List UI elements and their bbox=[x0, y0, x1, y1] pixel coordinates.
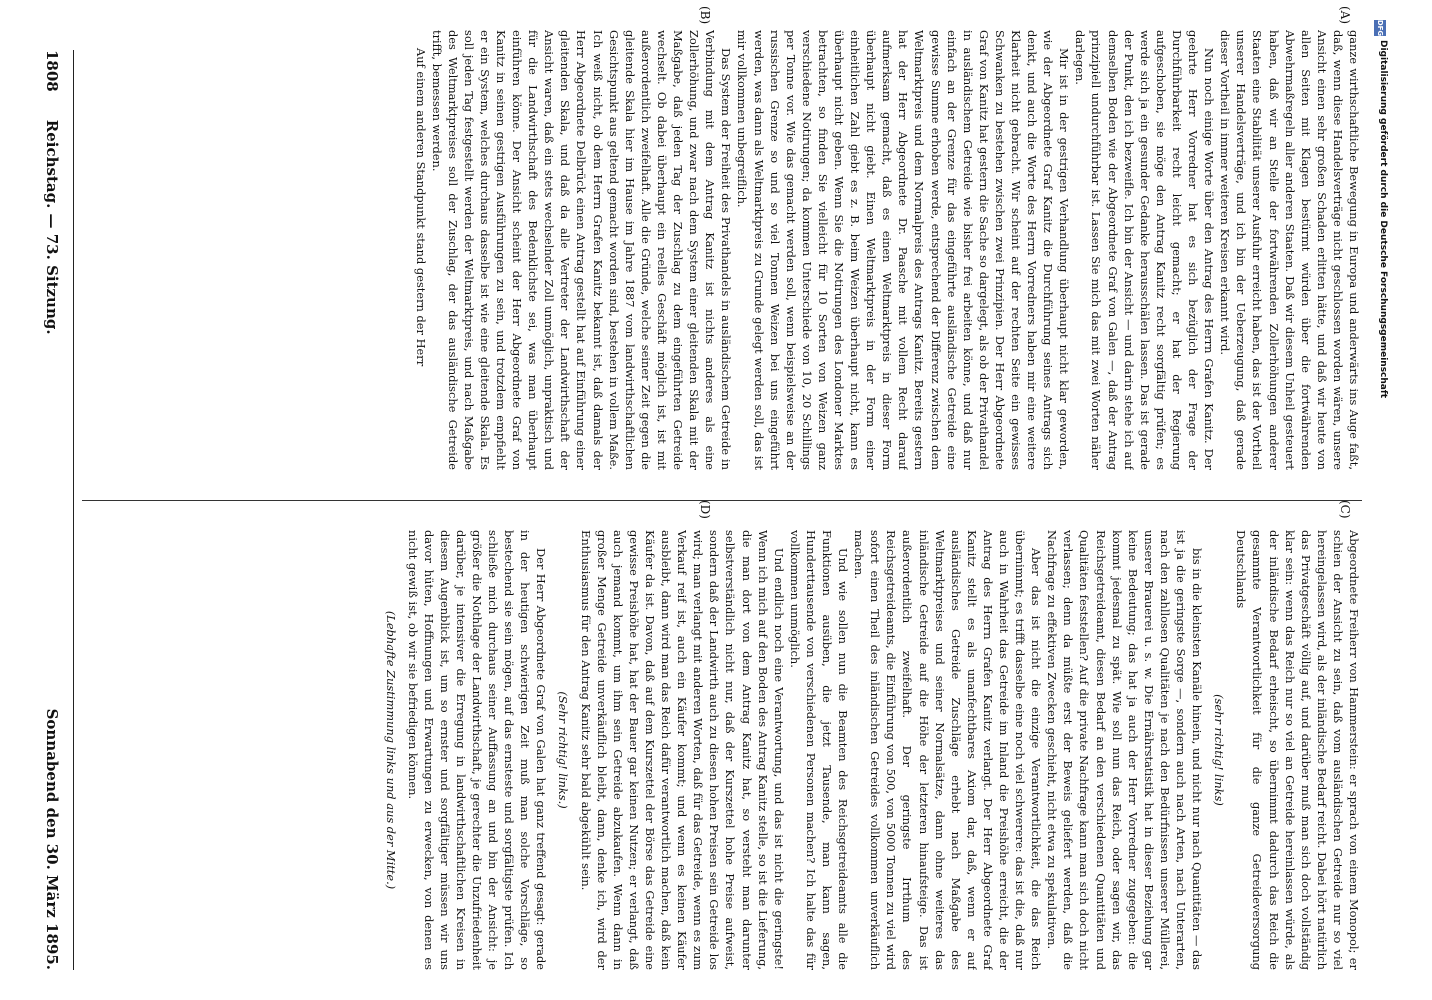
page-number: 1808 bbox=[43, 50, 61, 92]
left-column-paragraph: Nun noch einige Worte über den Antrag des Herrn Grafen Kanitz. Der geehrte Herr Vorredner hat es sich bezüglich der Frage der Durchführbarkeit recht leicht gemacht; er hat der Regierung aufgeschoben, sie möge den Antrag Kanitz recht sorgfältig prüfen; es werde sich ja ein gesunder Gedanke herausschälen lassen. Das ist gerade der Punkt, den ich bezweifle. Ich bin der Ansicht — und darin stehe ich auf demselben Boden wie der Abgeordnete Graf von Galen —, daß der Antrag prinzipiell undurchführbar ist. Lassen Sie mich das mit zwei Worten näher darlegen. bbox=[1073, 30, 1217, 470]
left-column-paragraph: Mir ist in der gestrigen Verhandlung überhaupt nicht klar geworden, wie der Abgeordnete Graf Kanitz die Durchführung seines Antrags sich denkt, und auch die Worte des Herrn Vorredners haben mir eine weitere Klarheit nicht gebracht. Wir scheint auf der rechten Seite ein gewisses Schwanken zu bestehen zwischen zwei Prinzipien. Der Herr Abgeordnete Graf von Kanitz hat gestern die Sache so dargelegt, als ob der Privathandel in ausländischem Getreide wie bisher frei arbeiten könne, und daß nur einfach an der Grenze für das eingeführte ausländische Getreide eine gewisse Summe erhoben werde, entsprechend der Differenz zwischen dem Weltmarktpreis und dem Normalpreis des Antrags Kanitz. Bereits gestern hat der Herr Abgeordnete Dr. Paasche mit vollem Recht darauf aufmerksam gemacht, daß es einen Weltmarktpreis in dieser Form überhaupt nicht giebt. Einen Weltmarktpreis in der Form einer einheitlichen Zahl giebt es z. B. beim Weizen überhaupt nicht, kann es überhaupt nicht geben. Wenn Sie die Notirungen des Londoner Marktes betrachten, so finden Sie vielleicht für 10 Sorten von Weizen ganz verschiedene Notirungen; da kommen Unterschiede von 10, 20 Schillings per Tonne vor. Wie das gemacht werden soll, wenn beispielsweise an der russischen Grenze so und so viel Tonnen Weizen bei uns eingeführt werden, was dann als Weltmarktpreis zu Grunde gelegt werden soll, das ist mir vollkommen unbegreiflich. bbox=[735, 30, 1072, 470]
left-text-column bbox=[82, 30, 1362, 470]
column-divider bbox=[82, 500, 1362, 501]
header-rule bbox=[73, 50, 74, 970]
right-column-paragraph: Abgeordnete Freiherr von Hammerstein: er sprach von einem Monopol; er schien der Ansicht zu sein, daß vom ausländischen Getreide nur so viel hereingelassen wird, als der inländische Bedarf reicht. Dabei hört natürlich das Privatgeschäft völlig auf, und darüber muß man sich doch vollständig klar sein: wenn das Reich nur so viel an Getreide hereinlassen würde, als der inländische Bedarf erheischt, so übernimmt dadurch das Reich die gesammte Verantwortlichkeit für die ganze Getreideversorgung Deutschlands bbox=[1234, 530, 1361, 970]
right-column-paragraph: (Lebhafte Zustimmung links und aus der Mitte.) bbox=[383, 610, 398, 890]
session-date: Sonnabend den 30. März 1895. bbox=[43, 708, 61, 970]
right-column-paragraph: Aber das ist nicht die einzige Verantwortlichkeit, die das Reich übernimmt; es trifft dasselbe eine noch viel schwerere: das ist die, daß nur auch in Wahrheit das Getreide im Inland die Preishöhe erreicht, die der Antrag des Herrn Grafen Kanitz verlangt. Der Herr Abgeordnete Graf Kanitz stellt es als unanfechtbares Axiom dar, daß, wenn er auf ausländisches Getreide Zuschläge erhebt nach Maßgabe des Weltmarktpreises und seiner Normalsätze, dann ohne weiteres das inländische Getreide auf die Höhe der letzteren hinaufsteige. Das ist außerordentlich zweifelhaft. Der geringste Irrthum des Reichsgetreideamts, die Einführung von 500, von 5000 Tonnen zu viel wird sofort einen Theil des inländischen Getreides vollkommen unverkäuflich machen. bbox=[852, 530, 1044, 970]
right-column-paragraph: Und endlich noch eine Verantwortung, und das ist nicht die geringste! Wenn ich mich auf den Boden des Antrag Kanitz stelle, so ist die Lieferung, die man dort von dem Antrag Kanitz hat, so versteht man darunter selbstverständlich nicht nur, daß der Kurszettel hohe Preise aufweist, sondern daß der Landwirth auch zu diesen hohen Preisen sein Getreide los wird; man verlangt mit anderen Worten, daß für das Getreide, wenn es zum Verkauf reif ist, auch ein Käufer kommt; und wenn es keinen Käufer ausbleibt, dann wird man das Reich dafür verantwortlich machen, daß kein Käufer da ist. Davon, daß auf dem Kurszettel der Börse das Getreide eine gewisse Preishöhe hat, hat der Bauer gar keinen Nutzen; er verlangt, daß auch jemand kommt, um ihm sein Getreide abzukaufen. Wenn dann in großer Menge Getreide unverkäuflich bleibt, dann, denke ich, wird der Enthusiasmus für den Antrag Kanitz sehr bald abgekühlt sein. bbox=[578, 530, 786, 970]
margin-mark-d: (D) bbox=[698, 500, 712, 519]
running-head bbox=[40, 50, 64, 970]
right-column-paragraph: Der Herr Abgeordnete Graf von Galen hat ganz treffend gesagt: gerade in der heutigen schwierigen Zeit muß man solche Vorschläge, so bestechend sie sein mögen, auf das ernsteste und sorgfältigste prüfen. Ich schließe mich durchaus seiner Auffassung an und bin der Ansicht: je größer die Nothlage der Landwirthschaft, je gerechter die Unzufriedenheit darüber, je intensiver die Erregung in landwirthschaftlichen Kreisen in diesem Augenblick ist, um so ernster und sorgfältiger müssen wir uns davor hüten, Hoffnungen und Erwartungen zu erwecken, von denen es nicht gewiß ist, ob wir sie befriedigen können. bbox=[405, 530, 549, 970]
left-column-paragraph: Auf einem anderen Standpunkt stand gestern der Herr bbox=[413, 48, 428, 367]
margin-mark-a: (A) bbox=[1338, 6, 1352, 25]
digitization-credit bbox=[1378, 20, 1388, 398]
left-column-paragraph: Das System der Freiheit des Privathandels in ausländischem Getreide in Verbindung mit dem Antrag Kanitz ist nichts anderes als eine Zollerhöhung, und zwar nach dem System einer gleitenden Skala mit der Maßgabe, daß jeden Tag der Zuschlag zu dem eingeführten Getreide wechselt. Ob dabei überhaupt ein reelles Geschäft möglich ist, ist mit außerordentlich zweifelhaft. Alle die Gründe, welche seiner Zeit gegen die gleitende Skala hier im Hause im Jahre 1887 vom landwirthschaftlichen Gesichtspunkt aus geltend gemacht worden sind, bestehen in vollem Maße. Ich weiß nicht, ob dem Herrn Grafen Kanitz bekannt ist, daß damals der Herr Abgeordnete Delbrück einen Antrag gestellt hat auf Einführung einer gleitenden Skala, und daß da alle Vertreter der Landwirthschaft der Ansicht waren, daß ein stets wechselnder Zoll unmöglich, unpraktisch und für die Landwirthschaft des Bedenklichste sei, was man überhaupt einführen könne. Der Ansicht scheint der Herr Abgeordnete Graf von Kanitz in seinen gestrigen Ausführungen zu sein, und trotzdem empfiehlt er ein System, welches durchaus dasselbe ist wie eine gleitende Skala. Es soll jeden Tag festgestellt werden der Weltmarktpreis, und nach Maßgabe des Weltmarktpreises soll der Zuschlag, der das ausländische Getreide trifft, bemessen werden. bbox=[429, 30, 734, 470]
session-title: Reichstag. — 73. Sitzung. bbox=[43, 119, 61, 335]
right-column-paragraph: Und wie sollen nun die Beamten des Reichsgetreideamts alle die Funktionen ausüben, die jetzt Tausende, man kann sagen, Hunderttausende von verschiedenen Personen machen? Ich halte das für vollkommen unmöglich. bbox=[787, 530, 851, 970]
left-column-paragraph: ganze wirthschaftliche Bewegung in Europa und anderwärts ins Auge faßt, daß, wenn diese Handelsverträge nicht geschlossen worden wären, unsere Ansicht einen sehr großen Schaden erlitten hätte, und daß wir heute von allen Seiten mit Klagen bestürmt würden über die fortwährenden Abwehrmaßregeln aller anderen Staaten. Daß wir diesem Unheil gesteuert haben, daß wir an Stelle der fortwährenden Zollerhöhungen anderer Staaten eine Stabilität unserer Ausfuhr erreicht haben, das ist der Vortheil unserer Handelsverträge, und ich bin der Ueberzeugung, daß gerade dieser Vortheil in immer weiteren Kreisen erkannt wird. bbox=[1218, 30, 1361, 470]
margin-mark-b: (B) bbox=[698, 6, 712, 25]
right-text-column bbox=[82, 530, 1362, 970]
right-column-paragraph: (Sehr richtig! links.) bbox=[556, 691, 571, 809]
dfg-logo: DFG bbox=[1376, 19, 1384, 37]
margin-mark-c: (C) bbox=[1338, 500, 1352, 519]
right-column-paragraph: (sehr richtig! links) bbox=[1212, 694, 1227, 806]
right-column-paragraph: bis in die kleinsten Kanäle hinein, und nicht nur nach Quantitäten — das ist ja die geringste Sorge —, sondern auch nach Arten, nach Unterarten, nach den zahllosen Qualitäten je nach den Bedürfnissen unserer Müllerei, unserer Brauerei u. s. w. Die Ernährstatistik hat in dieser Beziehung gar keine Bedeutung; das hat ja auch der Herr Vorredner zugegeben: die kommt jedesmal zu spät. Wie soll nun das Reich, oder sagen wir, das Reichsgetreideamt, diesen Bedarf an den verschiedenen Quantitäten und Qualitäten feststellen? Auf die private Nachfrage kann man sich doch nicht verlassen; denn da müßte erst der Beweis geliefert werden, daß die Nachfrage zu effektiven Zwecken geschieht, nicht etwa zu spekulativen. bbox=[1045, 530, 1205, 970]
credit-text: Digitalisierung gefördert durch die Deutsche Forschungsgemeinschaft bbox=[1378, 40, 1388, 399]
